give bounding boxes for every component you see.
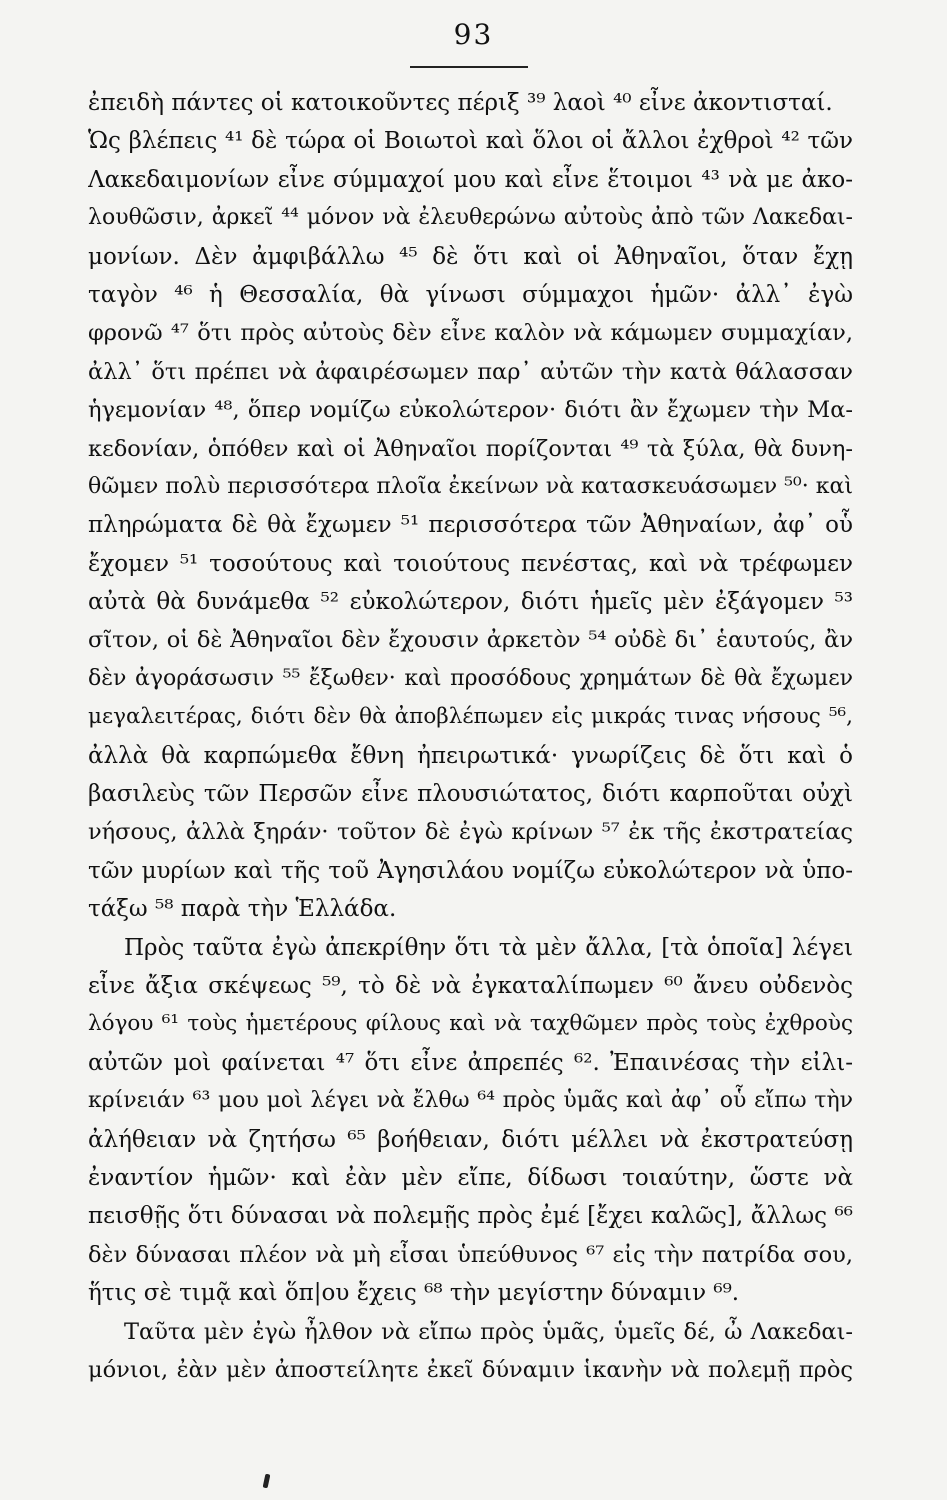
text-line: τάξω ⁵⁸ παρὰ τὴν Ἑλλάδα. <box>88 896 397 923</box>
text-line: ἐπειδὴ πάντες οἱ κατοικοῦντες πέριξ ³⁹ λαοὶ ⁴⁰ εἶνε ἀκοντισταί. <box>88 90 833 116</box>
text-line: ἐναντίον ἡμῶν· καὶ ἐὰν μὲν εἴπε, δίδωσι τοιαύτην, ὥστε νὰ <box>88 1164 853 1191</box>
text-line: αὐτῶν μοὶ φαίνεται ⁴⁷ ὅτι εἶνε ἀπρεπές ⁶². Ἐπαινέσας τὴν εἰλι- <box>88 1049 853 1076</box>
text-line: δὲν δύνασαι πλέον νὰ μὴ εἶσαι ὑπεύθυνος ⁶⁷ εἰς τὴν πατρίδα σου, <box>88 1241 853 1268</box>
body-text <box>88 84 853 1389</box>
text-line: μεγαλειτέρας, διότι δὲν θὰ ἀποβλέπωμεν εἰς μικράς τινας νήσους ⁵⁶, <box>88 704 853 730</box>
text-line: νήσους, ἀλλὰ ξηράν· τοῦτον δὲ ἐγὼ κρίνων ⁵⁷ ἐκ τῆς ἐκστρατείας <box>88 819 853 846</box>
text-line: αὐτὰ θὰ δυνάμεθα ⁵² εὐκολώτερον, διότι ἡμεῖς μὲν ἐξάγομεν ⁵³ <box>88 589 853 616</box>
text-line: ἥτις σὲ τιμᾷ καὶ ὅπ|ου ἔχεις ⁶⁸ τὴν μεγίστην δύναμιν ⁶⁹. <box>88 1280 740 1307</box>
text-line: θῶμεν πολὺ περισσότερα πλοῖα ἐκείνων νὰ κατασκευάσωμεν ⁵⁰· καὶ <box>88 473 853 499</box>
text-line: Λακεδαιμονίων εἶνε σύμμαχοί μου καὶ εἶνε ἕτοιμοι ⁴³ νὰ με ἀκο- <box>88 166 853 193</box>
text-line: εἶνε ἄξια σκέψεως ⁵⁹, τὸ δὲ νὰ ἐγκαταλίπωμεν ⁶⁰ ἄνευ οὐδενὸς <box>88 972 853 999</box>
text-line: ἔχομεν ⁵¹ τοσούτους καὶ τοιούτους πενέστας, καὶ νὰ τρέφωμεν <box>88 550 853 577</box>
text-line: ταγὸν ⁴⁶ ἡ Θεσσαλία, θὰ γίνωσι σύμμαχοι ἡμῶν· ἀλλ᾽ ἐγὼ <box>88 281 853 308</box>
text-line: πληρώματα δὲ θὰ ἔχωμεν ⁵¹ περισσότερα τῶν Ἀθηναίων, ἀφ᾽ οὗ <box>88 512 853 539</box>
text-line: Ὡς βλέπεις ⁴¹ δὲ τώρα οἱ Βοιωτοὶ καὶ ὅλοι οἱ ἄλλοι ἐχθροὶ ⁴² τῶν <box>88 128 853 155</box>
text-line: Πρὸς ταῦτα ἐγὼ ἀπεκρίθην ὅτι τὰ μὲν ἄλλα, [τὰ ὁποῖα] λέγει <box>124 934 853 961</box>
text-line: ἀλλὰ θὰ καρπώμεθα ἔθνη ἠπειρωτικά· γνωρίζεις δὲ ὅτι καὶ ὁ <box>88 742 853 769</box>
text-line: ἡγεμονίαν ⁴⁸, ὅπερ νομίζω εὐκολώτερον· διότι ἂν ἔχωμεν τὴν Μα- <box>88 397 853 424</box>
text-line: ἀλήθειαν νὰ ζητήσω ⁶⁵ βοήθειαν, διότι μέλλει νὰ ἐκστρατεύσῃ <box>88 1126 853 1153</box>
page-number: 93 <box>453 18 494 51</box>
text-line: μονίων. Δὲν ἀμφιβάλλω ⁴⁵ δὲ ὅτι καὶ οἱ Ἀθηναῖοι, ὅταν ἔχῃ <box>88 243 853 270</box>
text-line: λουθῶσιν, ἀρκεῖ ⁴⁴ μόνον νὰ ἐλευθερώνω αὐτοὺς ἀπὸ τῶν Λακεδαι- <box>88 205 853 231</box>
text-line: δὲν ἀγοράσωσιν ⁵⁵ ἔξωθεν· καὶ προσόδους χρημάτων δὲ θὰ ἔχωμεν <box>88 665 853 691</box>
text-line: βασιλεὺς τῶν Περσῶν εἶνε πλουσιώτατος, διότι καρποῦται οὐχὶ <box>88 781 853 808</box>
text-line: μόνιοι, ἐὰν μὲν ἀποστείλητε ἐκεῖ δύναμιν ἱκανὴν νὰ πολεμῇ πρὸς <box>88 1356 853 1383</box>
header-rule <box>410 66 528 68</box>
text-line: πεισθῇς ὅτι δύνασαι νὰ πολεμῇς πρὸς ἐμέ [ἔχει καλῶς], ἄλλως ⁶⁶ <box>88 1203 853 1230</box>
text-line: σῖτον, οἱ δὲ Ἀθηναῖοι δὲν ἔχουσιν ἀρκετὸν ⁵⁴ οὐδὲ δι᾽ ἑαυτούς, ἂν <box>88 627 853 654</box>
text-line: φρονῶ ⁴⁷ ὅτι πρὸς αὐτοὺς δὲν εἶνε καλὸν νὰ κάμωμεν συμμαχίαν, <box>88 320 853 347</box>
ink-mark <box>263 1474 271 1489</box>
text-line: κεδονίαν, ὁπόθεν καὶ οἱ Ἀθηναῖοι πορίζονται ⁴⁹ τὰ ξύλα, θὰ δυνη- <box>88 435 853 462</box>
text-line: κρίνειάν ⁶³ μου μοὶ λέγει νὰ ἔλθω ⁶⁴ πρὸς ὑμᾶς καὶ ἀφ᾽ οὗ εἴπω τὴν <box>88 1088 853 1114</box>
text-line: λόγου ⁶¹ τοὺς ἡμετέρους φίλους καὶ νὰ ταχθῶμεν πρὸς τοὺς ἐχθροὺς <box>88 1011 853 1037</box>
text-line: ἀλλ᾽ ὅτι πρέπει νὰ ἀφαιρέσωμεν παρ᾽ αὐτῶν τὴν κατὰ θάλασσαν <box>88 358 853 385</box>
text-line: τῶν μυρίων καὶ τῆς τοῦ Ἀγησιλάου νομίζω εὐκολώτερον νὰ ὑπο- <box>88 857 853 884</box>
text-line: Ταῦτα μὲν ἐγὼ ἦλθον νὰ εἴπω πρὸς ὑμᾶς, ὑμεῖς δέ, ὦ Λακεδαι- <box>124 1318 853 1345</box>
